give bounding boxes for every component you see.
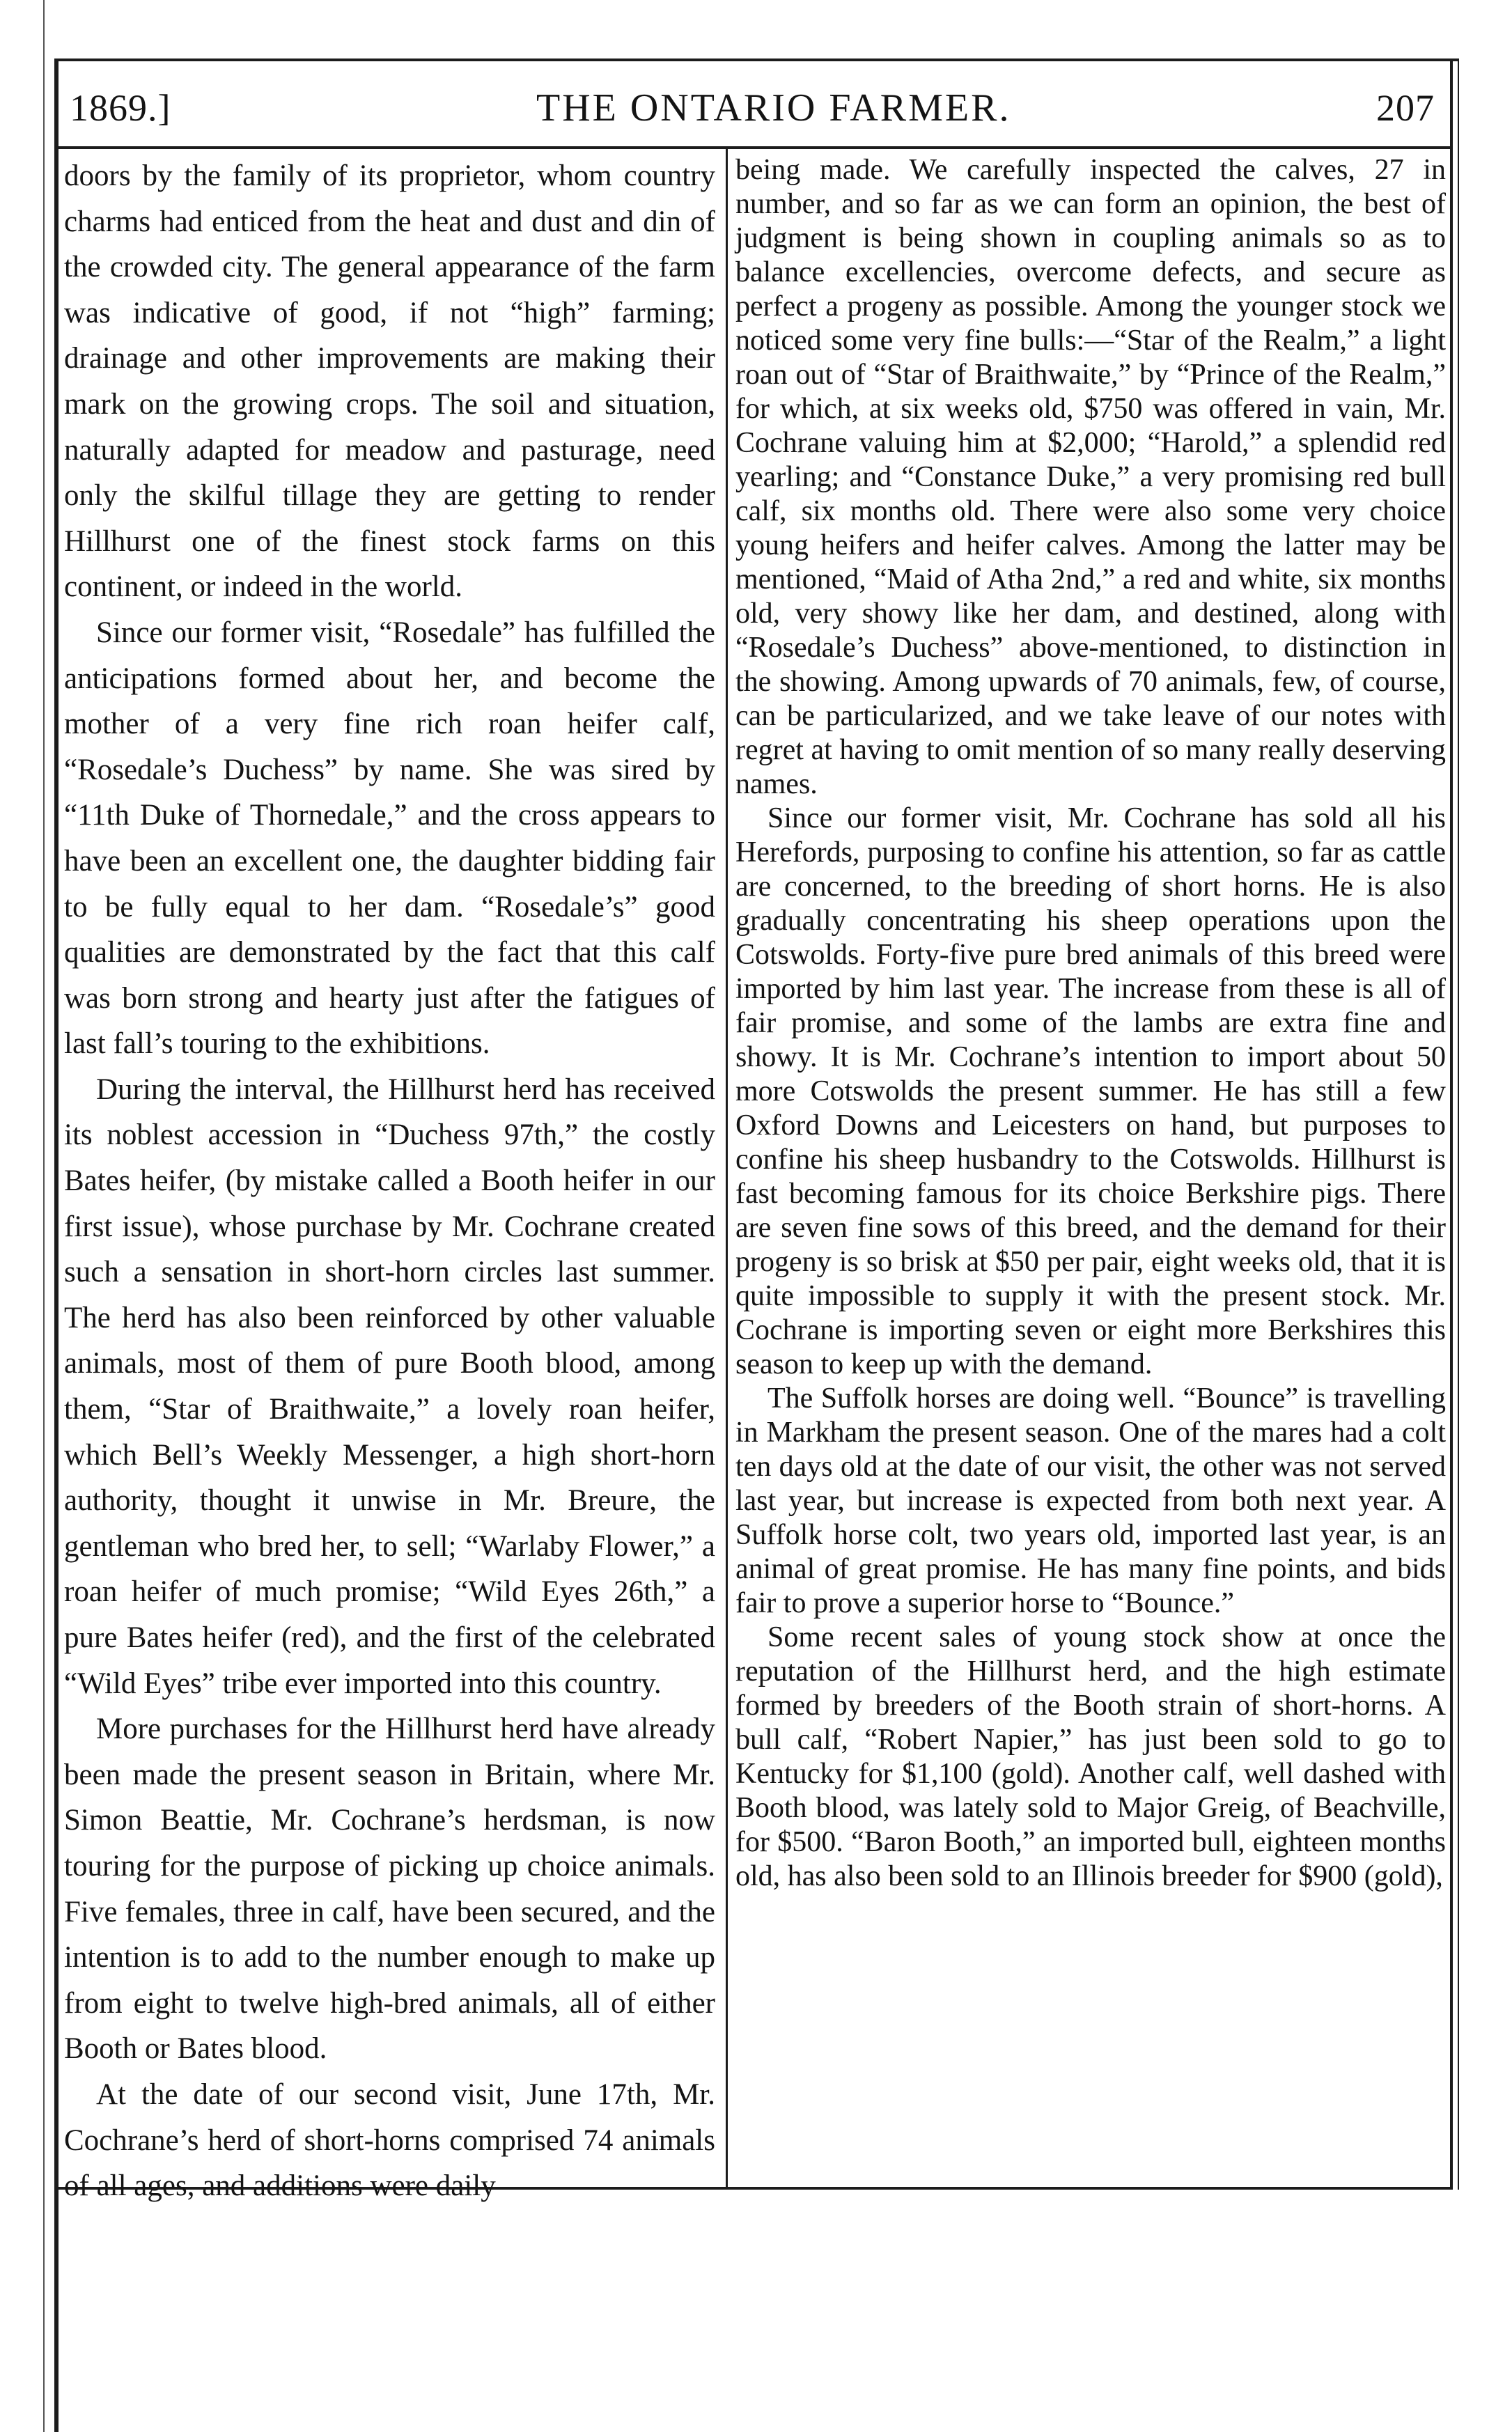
top-border-rule xyxy=(54,59,1459,61)
column-divider xyxy=(726,149,728,2190)
paragraph: More purchases for the Hillhurst herd have already been made the present season in Britain, where Mr. Simon Beattie, Mr. Cochrane’s herdsman, is now touring for the purpose of picking up choice animals. Five females, three in calf, have been secured, and the intention is to add to the number enough to make up from eight to twelve high-bred animals, all of either Booth or Bates blood. xyxy=(64,1713,715,2066)
paragraph: Since our former visit, Mr. Cochrane has sold all his Herefords, purposing to confine his attention, so far as cattle are concerned, to the breeding of short horns. He is also gradually concentrating his sheep operations upon the Cotswolds. Forty-five pure bred animals of this breed were imported by him last year. The increase from these is all of fair promise, and some of the lambs are extra fine and showy. It is Mr. Cochrane’s intention to import about 50 more Cotswolds the present summer. He has still a few Oxford Downs and Leicesters on hand, but purposes to confine his sheep husbandry to the Cotswolds. Hillhurst is fast becoming famous for its choice Berkshire pigs. There are seven fine sows of this breed, and the demand for their progeny is so brisk at $50 per pair, eight weeks old, that it is quite impossible to supply it with the present stock. Mr. Cochrane is importing seven or eight more Berkshires this season to keep up with the demand. xyxy=(735,802,1446,1380)
right-column xyxy=(735,153,1446,1894)
paragraph: being made. We carefully inspected the calves, 27 in number, and so far as we can form an opinion, the best of judgment is being shown in coupling animals so as to balance excellencies, overcome defects, and secure as perfect a progeny as possible. Among the younger stock we noticed some very fine bulls:—“Star of the Realm,” a light roan out of “Star of Braithwaite,” by “Prince of the Realm,” for which, at six weeks old, $750 was offered in vain, Mr. Cochrane valuing him at $2,000; “Harold,” a splendid red yearling; and “Constance Duke,” a very promising red bull calf, six months old. There were also some very choice young heifers and heifer calves. Among the latter may be mentioned, “Maid of Atha 2nd,” a red and white, six months old, very showy like her dam, and destined, along with “Rosedale’s Duchess” above-mentioned, to distinction in the showing. Among upwards of 70 animals, few, of course, can be particularized, and we take leave of our notes with regret at having to omit mention of so many really deserving names. xyxy=(735,154,1446,800)
left-margin-line xyxy=(43,0,45,2432)
page-number: 207 xyxy=(1376,87,1435,129)
right-border-rule xyxy=(1450,59,1453,2190)
paragraph: At the date of our second visit, June 17th, Mr. Cochrane’s herd of short-horns comprised 74 animals of all ages, and additions were daily xyxy=(64,2078,715,2203)
left-column xyxy=(64,153,715,2209)
header-year: 1869.] xyxy=(70,87,171,129)
header-divider xyxy=(54,146,1453,149)
publication-title: THE ONTARIO FARMER. xyxy=(536,86,1011,130)
running-header xyxy=(70,77,1435,139)
left-border-rule xyxy=(54,59,59,2432)
paragraph: The Suffolk horses are doing well. “Bounce” is travelling in Markham the present season. One of the mares had a colt ten days old at the date of our visit, the other was not served last year, but increase is expected from both next year. A Suffolk horse colt, two years old, imported last year, is an animal of great promise. He has many fine points, and bids fair to prove a superior horse to “Bounce.” xyxy=(735,1382,1446,1619)
paragraph: During the interval, the Hillhurst herd has received its noblest accession in “Duchess 97th,” the costly Bates heifer, (by mistake called a Booth heifer in our first issue), whose purchase by Mr. Cochrane created such a sensation in short-horn circles last summer. The herd has also been reinforced by other valuable animals, most of them of pure Booth blood, among them, “Star of Braithwaite,” a lovely roan heifer, which Bell’s Weekly Messenger, a high short-horn authority, thought it unwise in Mr. Breure, the gentleman who bred her, to sell; “Warlaby Flower,” a roan heifer of much promise; “Wild Eyes 26th,” a pure Bates heifer (red), and the first of the celebrated “Wild Eyes” tribe ever imported into this country. xyxy=(64,1073,715,1700)
paragraph: Some recent sales of young stock show at once the reputation of the Hillhurst herd, and the high estimate formed by breeders of the Booth strain of short-horns. A bull calf, “Robert Napier,” has just been sold to go to Kentucky for $1,100 (gold). Another calf, well dashed with Booth blood, was lately sold to Major Greig, of Beachville, for $500. “Baron Booth,” an imported bull, eighteen months old, has also been sold to an Illinois breeder for $900 (gold), xyxy=(735,1621,1446,1892)
right-border-rule-outer xyxy=(1458,59,1459,2190)
paragraph: doors by the family of its proprietor, whom country charms had enticed from the heat and dust and din of the crowded city. The general appearance of the farm was indicative of good, if not “high” farming; drainage and other improvements are making their mark on the growing crops. The soil and situation, naturally adapted for meadow and pasturage, need only the skilful tillage they are getting to render Hillhurst one of the finest stock farms on this continent, or indeed in the world. xyxy=(64,159,715,604)
paragraph: Since our former visit, “Rosedale” has fulfilled the anticipations formed about her, and become the mother of a very fine rich roan heifer calf, “Rosedale’s Duchess” by name. She was sired by “11th Duke of Thornedale,” and the cross appears to have been an excellent one, the daughter bidding fair to be fully equal to her dam. “Rosedale’s” good qualities are demonstrated by the fact that this calf was born strong and hearty just after the fatigues of last fall’s touring to the exhibitions. xyxy=(64,616,715,1061)
